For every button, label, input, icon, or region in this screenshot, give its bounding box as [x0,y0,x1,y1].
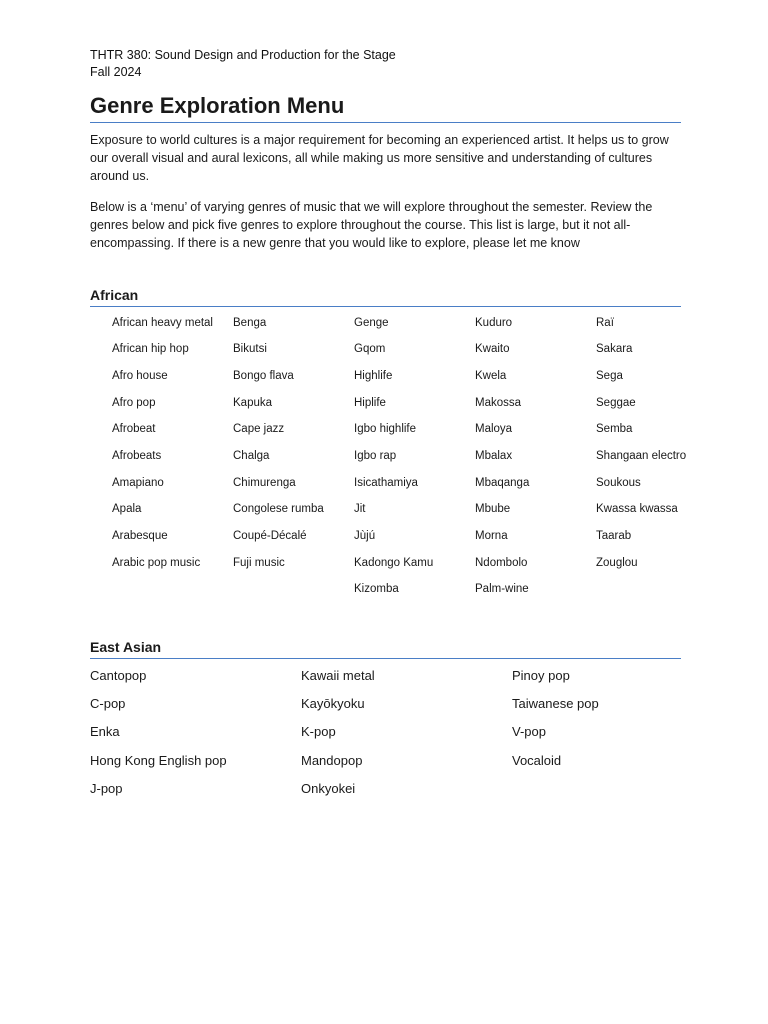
african-genre-item: Highlife [354,369,393,382]
african-genre-item: Zouglou [596,556,638,569]
intro-paragraph-2: Below is a ‘menu’ of varying genres of music that we will explore throughout the semester. Review the genres below and pick five genres to explore throughout the course. This list is large, but it not all-encompassing. If there is a new genre that you would like to explore, please let me know [90,199,653,250]
african-genre-item: Isicathamiya [354,476,418,489]
african-genre-item: Igbo highlife [354,423,417,436]
african-genre-item: Kwela [475,369,507,382]
african-genre-item: Apala [112,503,142,516]
african-genre-item: Bikutsi [233,343,267,356]
east-asian-genre-item: Kawaii metal [301,668,375,684]
east-asian-genre-item: Cantopop [90,668,147,684]
african-genre-item: Amapiano [112,476,164,489]
african-genre-item: Chimurenga [233,476,296,489]
african-genre-item: Coupé-Décalé [233,530,307,542]
african-genre-item: Gqom [354,343,386,356]
east-asian-genre-item: Taiwanese pop [512,696,599,712]
african-genre-item: Morna [475,530,508,542]
east-asian-genre-item: Mandopop [301,752,363,768]
african-genre-item: Makossa [475,396,522,409]
african-genre-item: Jit [354,503,366,516]
african-genre-item: Soukous [596,476,641,489]
east-asian-genre-item: Onkyokei [301,780,356,796]
african-genre-item: Bongo flava [233,369,294,382]
east-asian-genre-item: Vocaloid [512,752,562,768]
african-genre-item: Seggae [596,396,636,409]
east-asian-genre-item: J-pop [90,780,123,796]
east-asian-genre-item: K-pop [301,724,336,740]
african-genre-item: Genge [354,316,389,329]
east-asian-genre-item: C-pop [90,696,126,712]
east-asian-column [90,667,301,808]
african-genre-item: Kapuka [233,396,273,409]
african-genre-item: Raï [596,316,614,329]
african-genre-item: Afro pop [112,396,156,409]
african-genre-item: Kizomba [354,583,399,596]
african-genre-item: Semba [596,423,633,436]
african-genre-grid [90,315,687,609]
african-genre-item: Mbaqanga [475,476,530,489]
east-asian-genre-item: Enka [90,724,120,740]
african-genre-item: Mbube [475,503,511,516]
east-asian-genre-grid [90,667,681,808]
african-genre-item: Arabesque [112,530,168,542]
african-genre-item: Kwassa kwassa [596,503,678,516]
african-genre-item: Congolese rumba [233,503,324,516]
african-genre-item: Mbalax [475,449,513,462]
african-genre-item: Fuji music [233,556,285,569]
african-column [112,315,233,609]
african-column [354,315,475,609]
african-genre-item: Cape jazz [233,423,285,436]
east-asian-genre-item: Hong Kong English pop [90,752,227,768]
african-genre-item: Taarab [596,530,632,542]
african-genre-item: Igbo rap [354,449,397,462]
east-asian-genre-item: Kayōkyoku [301,696,365,712]
african-genre-item: Kuduro [475,316,513,329]
african-genre-item: African hip hop [112,343,189,356]
east-asian-column [301,667,512,808]
african-genre-item: Ndombolo [475,556,528,569]
african-column [233,315,354,609]
east-asian-column [512,667,681,808]
african-genre-item: Afro house [112,369,168,382]
document-page [90,47,687,808]
intro-paragraph-1: Exposure to world cultures is a major requirement for becoming an experienced artist. It helps us to grow our overall visual and aural lexicons, all while making us more sensitive and understanding of cultures around us. [90,133,669,183]
african-genre-item: Arabic pop music [112,556,201,569]
african-column [596,315,717,609]
african-genre-item: Chalga [233,449,270,462]
section-heading-african: African [90,286,681,307]
african-genre-item: Afrobeats [112,449,162,462]
african-genre-item: Hiplife [354,396,386,409]
african-genre-item: Maloya [475,423,513,436]
african-genre-item: Sega [596,369,623,382]
african-genre-item: Benga [233,316,267,329]
african-genre-item: Shangaan electro [596,449,687,462]
african-genre-item: Palm-wine [475,583,529,596]
section-heading-east-asian: East Asian [90,638,681,659]
african-genre-item: Jùjú [354,530,376,542]
african-genre-item: Kadongo Kamu [354,556,434,569]
african-genre-item: Sakara [596,343,633,356]
course-name: THTR 380: Sound Design and Production for the Stage [90,48,396,62]
east-asian-genre-item: Pinoy pop [512,668,570,684]
page-title: Genre Exploration Menu [90,93,681,123]
african-genre-item: Afrobeat [112,423,156,436]
african-genre-item: Kwaito [475,343,510,356]
east-asian-genre-item: V-pop [512,724,546,740]
course-term: Fall 2024 [90,65,142,79]
african-genre-item: African heavy metal [112,316,213,329]
african-column [475,315,596,609]
